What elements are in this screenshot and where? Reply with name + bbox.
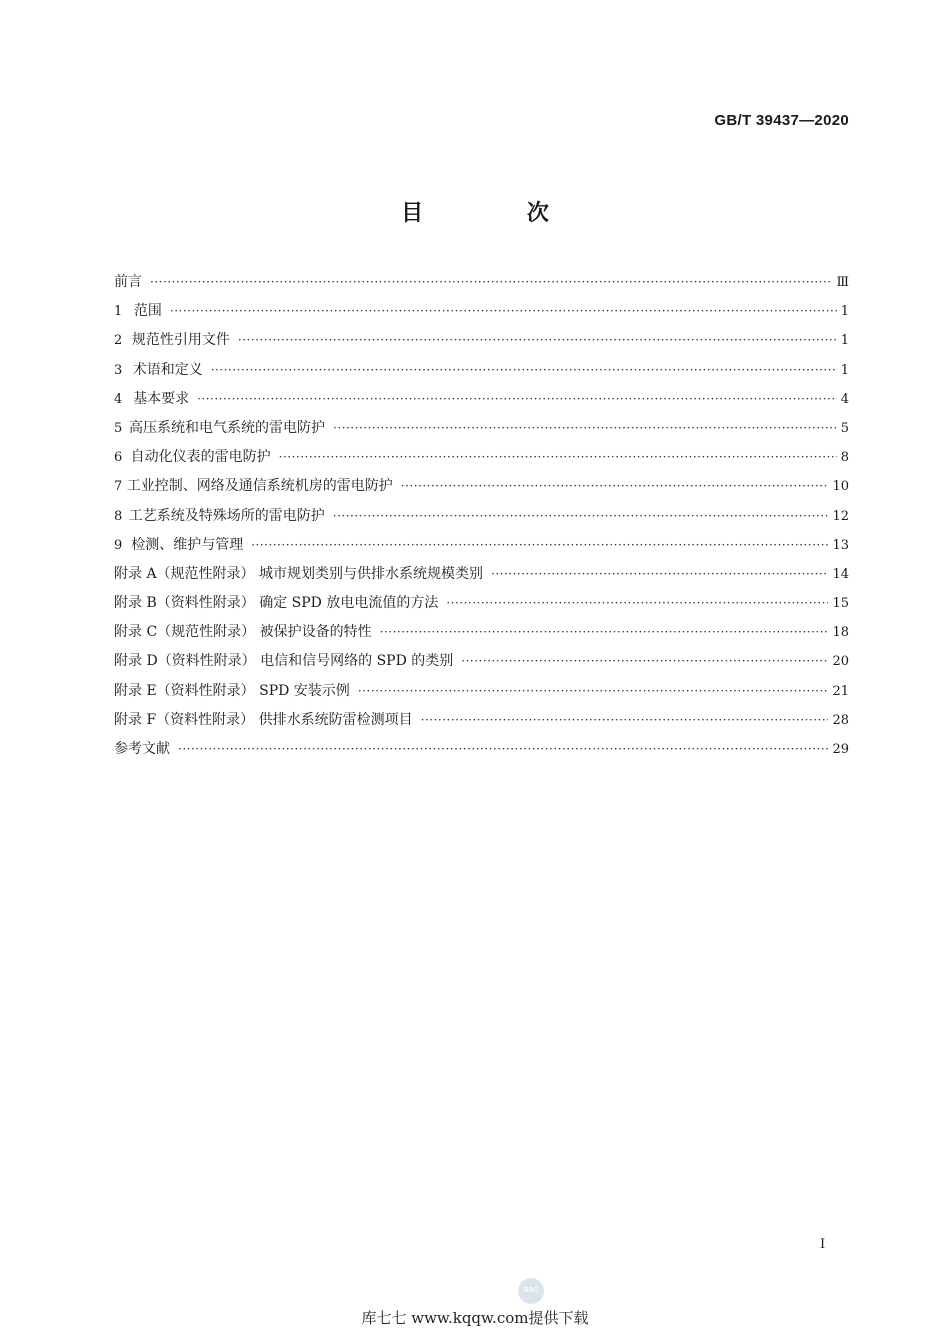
toc-entry-page: 28: [832, 712, 849, 728]
toc-entry-6[interactable]: [114, 446, 849, 475]
toc-entry-7[interactable]: [114, 475, 849, 504]
toc-leader-dots: [401, 479, 829, 493]
toc-entry-foreword[interactable]: [114, 271, 849, 300]
toc-leader-dots: [238, 333, 837, 347]
toc-leader-dots: [197, 392, 837, 406]
toc-entry-label: 基本要求: [133, 390, 190, 407]
toc-leader-dots: [461, 654, 828, 668]
toc-entry-label: 工艺系统及特殊场所的雷电防护: [128, 507, 325, 524]
toc-leader-dots: [178, 742, 828, 756]
toc-entry-page: 18: [832, 625, 849, 641]
toc-entry-page: 4: [840, 391, 849, 407]
toc-entry-page: 15: [832, 596, 849, 612]
page-title: 目 次: [401, 200, 597, 226]
toc-entry-page: 1: [840, 362, 849, 378]
toc-entry-label: 附录 C（规范性附录） 被保护设备的特性: [114, 624, 372, 641]
toc-entry-4[interactable]: [114, 388, 849, 417]
toc-entry-label: 前言: [114, 274, 142, 290]
toc-leader-dots: [150, 275, 832, 289]
toc-entry-appendix-d[interactable]: [114, 650, 849, 679]
toc-leader-dots: [170, 304, 837, 318]
toc-entry-page: 12: [832, 508, 849, 524]
standard-code: GB/T 39437—2020: [714, 112, 849, 129]
toc-entry-label: 参考文献: [114, 741, 170, 757]
toc-entry-number: 6: [114, 450, 123, 466]
toc-entry-2[interactable]: [114, 329, 849, 358]
toc-entry-page: 20: [832, 654, 849, 670]
toc-entry-page: 10: [832, 479, 849, 495]
toc-entry-label: 附录 E（资料性附录） SPD 安装示例: [114, 682, 350, 699]
toc-entry-label: 附录 F（资料性附录） 供排水系统防雷检测项目: [114, 711, 413, 728]
toc-entry-appendix-b[interactable]: [114, 592, 849, 621]
toc-entry-label: 规范性引用文件: [131, 332, 230, 349]
toc-entry-number: 9: [114, 537, 123, 553]
toc-leader-dots: [421, 713, 829, 727]
toc-entry-8[interactable]: [114, 505, 849, 534]
download-footer: 库七七 www.kqqw.com提供下载: [361, 1309, 589, 1327]
toc-entry-number: 2: [114, 333, 123, 349]
toc-entry-label: 自动化仪表的雷电防护: [130, 449, 271, 466]
toc-entry-number: 3: [114, 362, 123, 378]
toc-leader-dots: [446, 596, 828, 610]
toc-leader-dots: [333, 509, 829, 523]
toc-entry-5[interactable]: [114, 417, 849, 446]
toc-entry-appendix-f[interactable]: [114, 709, 849, 738]
toc-entry-page: 29: [832, 742, 849, 757]
toc-entry-number: 8: [114, 508, 123, 524]
toc-entry-page: 5: [840, 420, 849, 436]
toc-entry-appendix-a[interactable]: [114, 563, 849, 592]
toc-entry-page: 8: [840, 450, 849, 466]
toc-entry-number: 1: [114, 304, 123, 320]
toc-entry-number: 4: [114, 391, 123, 407]
toc-leader-dots: [211, 363, 837, 377]
toc-leader-dots: [333, 421, 837, 435]
toc-entry-label: 附录 A（规范性附录） 城市规划类别与供排水系统规模类别: [114, 565, 484, 582]
toc-entry-number: 7: [114, 479, 123, 495]
toc-entry-label: 检测、维护与管理: [131, 536, 244, 553]
toc-leader-dots: [491, 567, 828, 581]
toc-entry-page: 13: [832, 537, 849, 553]
toc-entry-page: 1: [840, 304, 849, 320]
sac-logo-icon: SAC: [518, 1278, 544, 1304]
toc-entry-appendix-e[interactable]: [114, 680, 849, 709]
toc-entry-label: 工业控制、网络及通信系统机房的雷电防护: [126, 478, 393, 495]
toc-entry-references[interactable]: [114, 738, 849, 767]
toc-entry-label: 附录 D（资料性附录） 电信和信号网络的 SPD 的类别: [114, 653, 454, 670]
toc-entry-9[interactable]: [114, 534, 849, 563]
toc-leader-dots: [358, 684, 829, 698]
toc-entry-label: 术语和定义: [132, 361, 203, 378]
toc-entry-page: 14: [832, 566, 849, 582]
table-of-contents: [114, 271, 849, 767]
toc-entry-3[interactable]: [114, 359, 849, 388]
toc-entry-appendix-c[interactable]: [114, 621, 849, 650]
toc-entry-label: 附录 B（资料性附录） 确定 SPD 放电电流值的方法: [114, 595, 439, 612]
page-number: I: [820, 1237, 826, 1252]
toc-entry-page: 1: [840, 333, 849, 349]
toc-entry-number: 5: [114, 420, 123, 436]
toc-entry-1[interactable]: [114, 300, 849, 329]
toc-leader-dots: [251, 538, 828, 552]
toc-entry-label: 高压系统和电气系统的雷电防护: [129, 419, 326, 436]
toc-entry-label: 范围: [133, 303, 162, 320]
toc-leader-dots: [380, 625, 829, 639]
toc-entry-page: Ⅲ: [836, 275, 849, 290]
toc-entry-page: 21: [832, 683, 849, 699]
toc-leader-dots: [279, 450, 837, 464]
